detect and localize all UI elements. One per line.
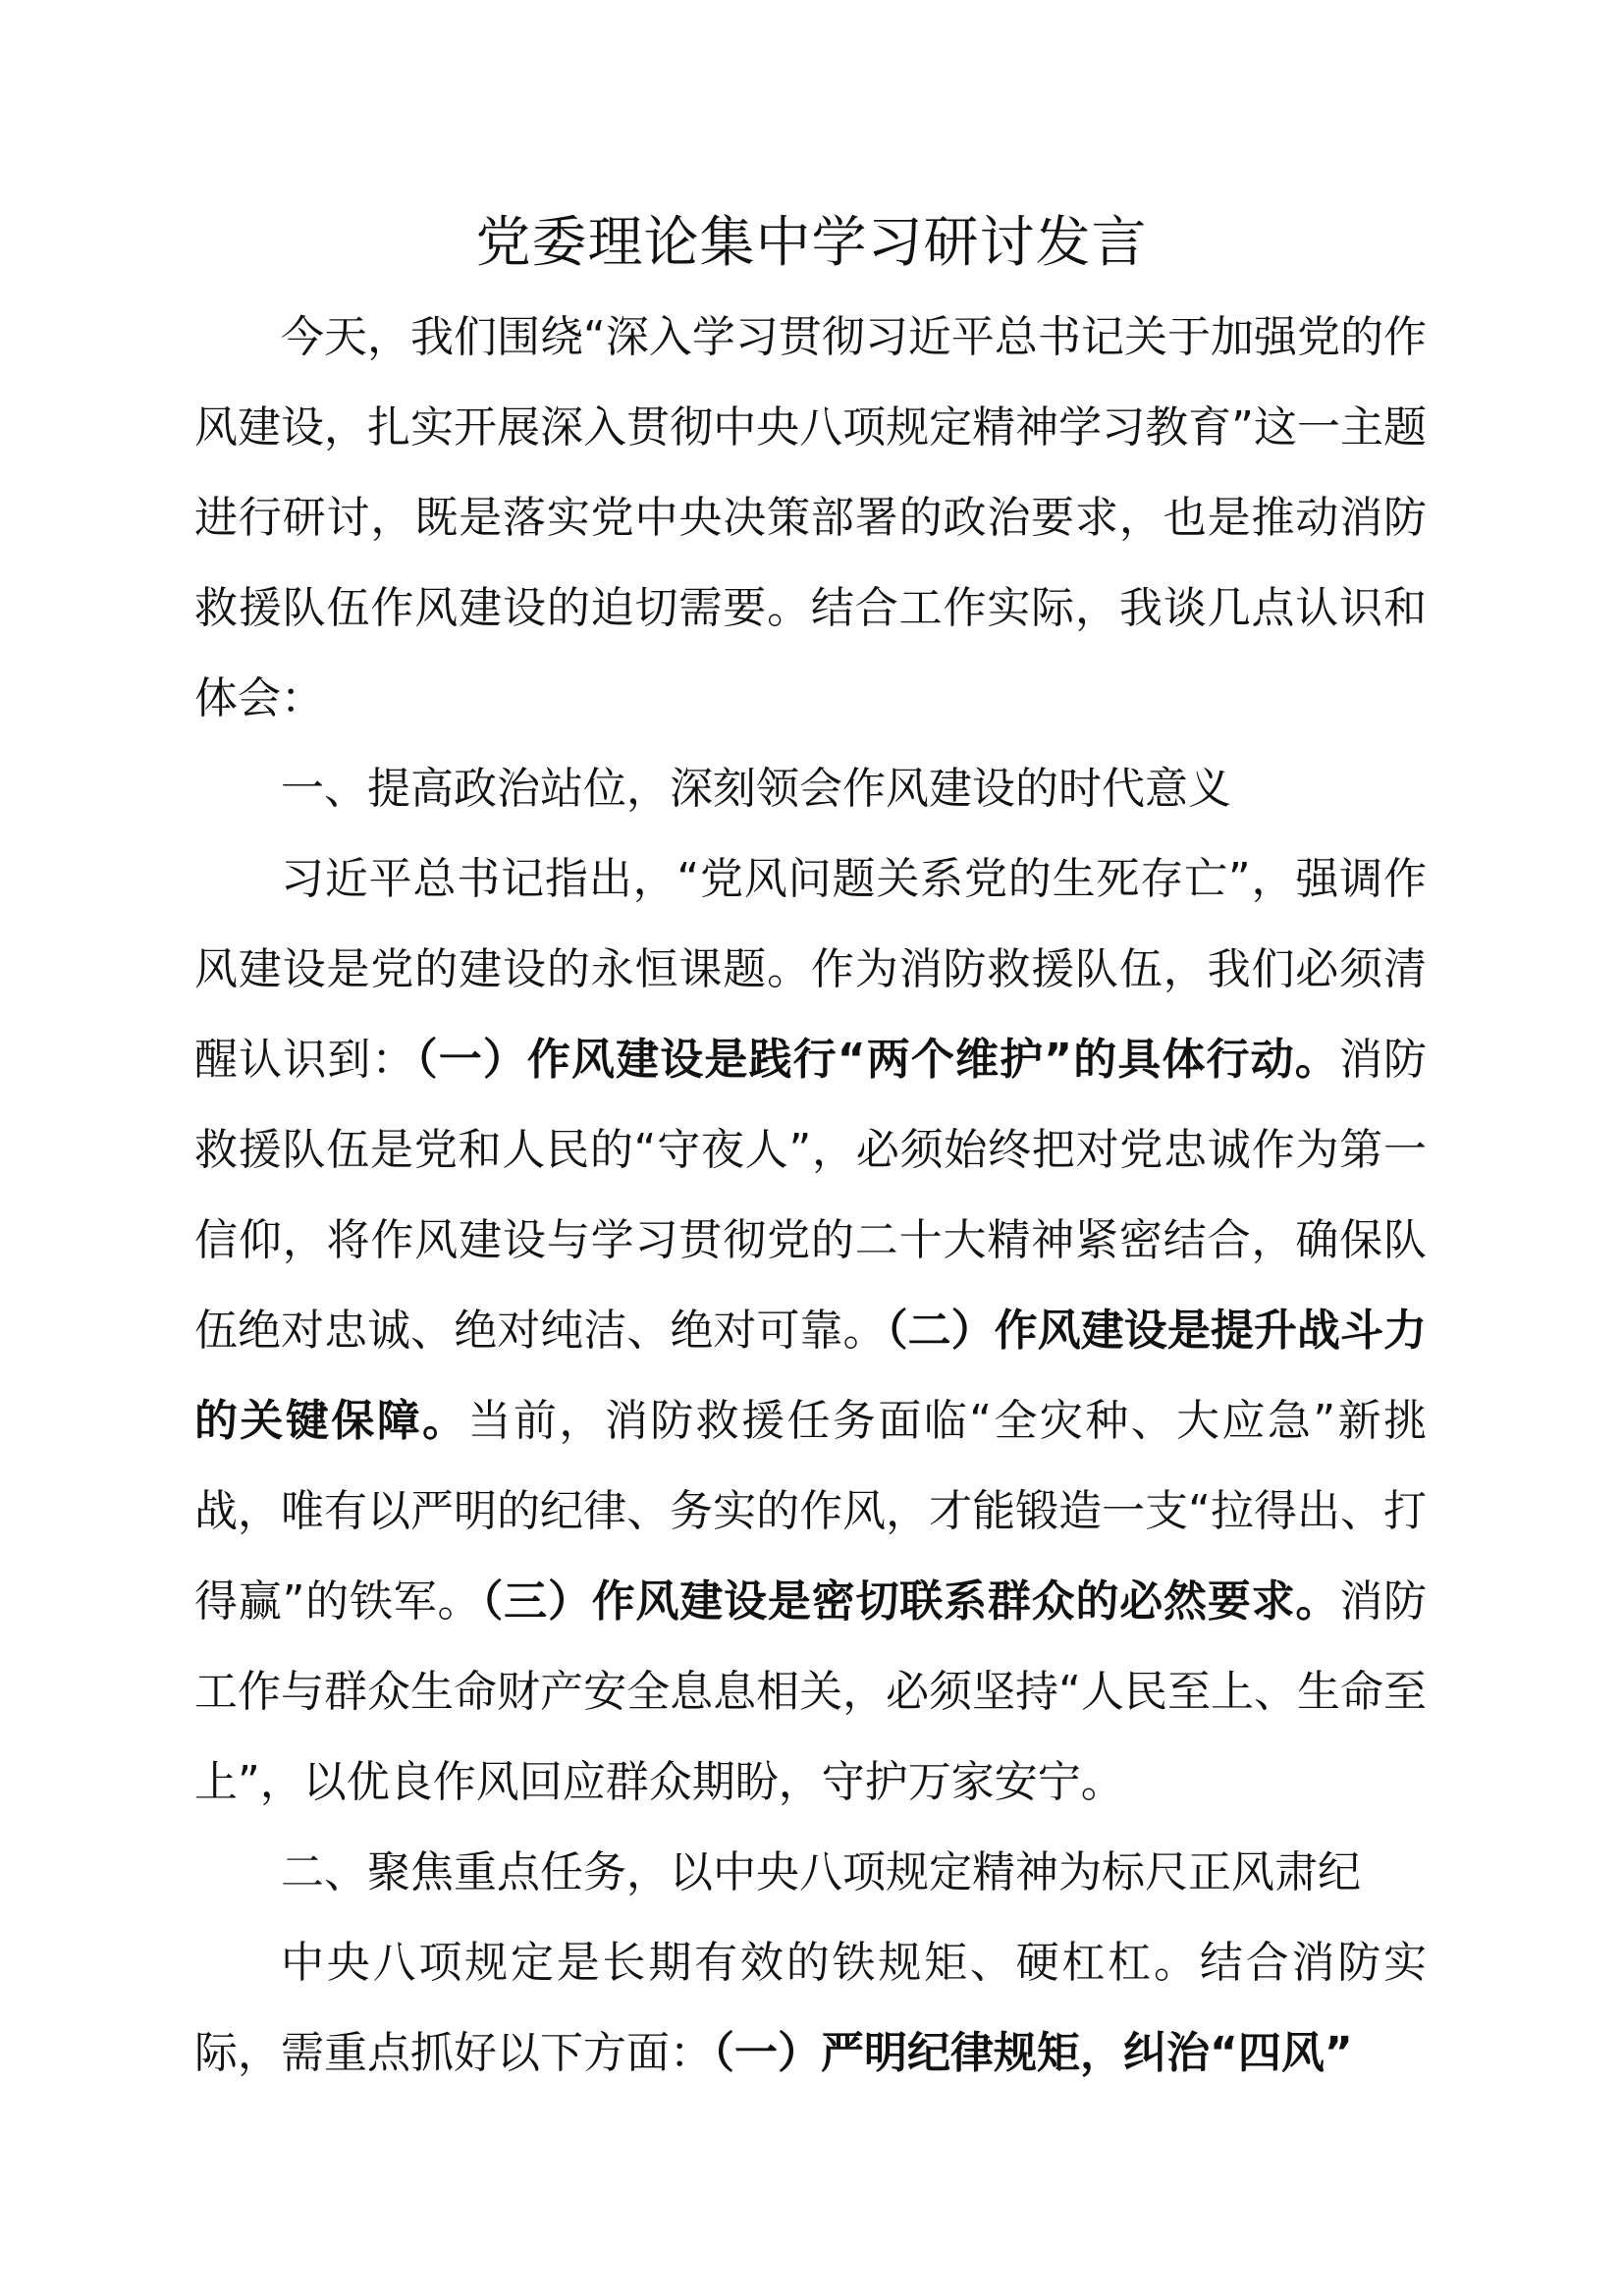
document-title: 党委理论集中学习研讨发言 [475, 211, 1148, 275]
section-1-point-1-title: （一）作风建设是践行“两个维护”的具体行动。 [415, 1035, 1339, 1085]
section-2-heading: 二、聚焦重点任务，以中央八项规定精神为标尺正风肃纪 [281, 1847, 1361, 1897]
section-1-point-3-text: 消防工作与群众生命财产安全息息相关，必须坚持“人民至上、生命至上”，以优良作风回应群众期盼，守护万家安宁。 [194, 1576, 1428, 1807]
section-1-point-3-title: （三）作风建设是密切联系群众的必然要求。 [481, 1576, 1340, 1627]
section-1-point-1-text: 消防救援队伍是党和人民的“守夜人”，必须始终把对党忠诚作为第一信仰，将作风建设与学习贯彻党的二十大精神紧密结合，确保队伍绝对忠诚、绝对纯洁、绝对可靠。 [194, 1035, 1428, 1356]
section-1-heading: 一、提高政治站位，深刻领会作风建设的时代意义 [281, 764, 1231, 814]
section-1-lead: 习近平总书记指出，“党风问题关系党的生死存亡”，强调作风建设是党的建设的永恒课题。作为消防救援队伍，我们必须清醒认识到： [194, 854, 1427, 1085]
section-1-point-2-text: 当前，消防救援任务面临“全灾种、大应急”新挑战，唯有以严明的纪律、务实的作风，才能锻造一支“拉得出、打得赢”的铁军。 [194, 1396, 1428, 1627]
section-1-paragraph [194, 834, 1427, 1828]
intro-paragraph: 今天，我们围绕“深入学习贯彻习近平总书记关于加强党的作风建设，扎实开展深入贯彻中央八项规定精神学习教育”这一主题进行研讨，既是落实党中央决策部署的政治要求，也是推动消防救援队伍作风建设的迫切需要。结合工作实际，我谈几点认识和体会： [194, 312, 1427, 723]
section-2-point-1-title: （一）严明纪律规矩，纠治“四风” [713, 2028, 1353, 2078]
section-2-paragraph [194, 1918, 1427, 2099]
document-body [194, 293, 1427, 2099]
section-1-point-2-title: （二）作风建设是提升战斗力的关键保障。 [194, 1306, 1428, 1446]
section-2-lead: 中央八项规定是长期有效的铁规矩、硬杠杠。结合消防实际，需重点抓好以下方面： [194, 1938, 1427, 2078]
